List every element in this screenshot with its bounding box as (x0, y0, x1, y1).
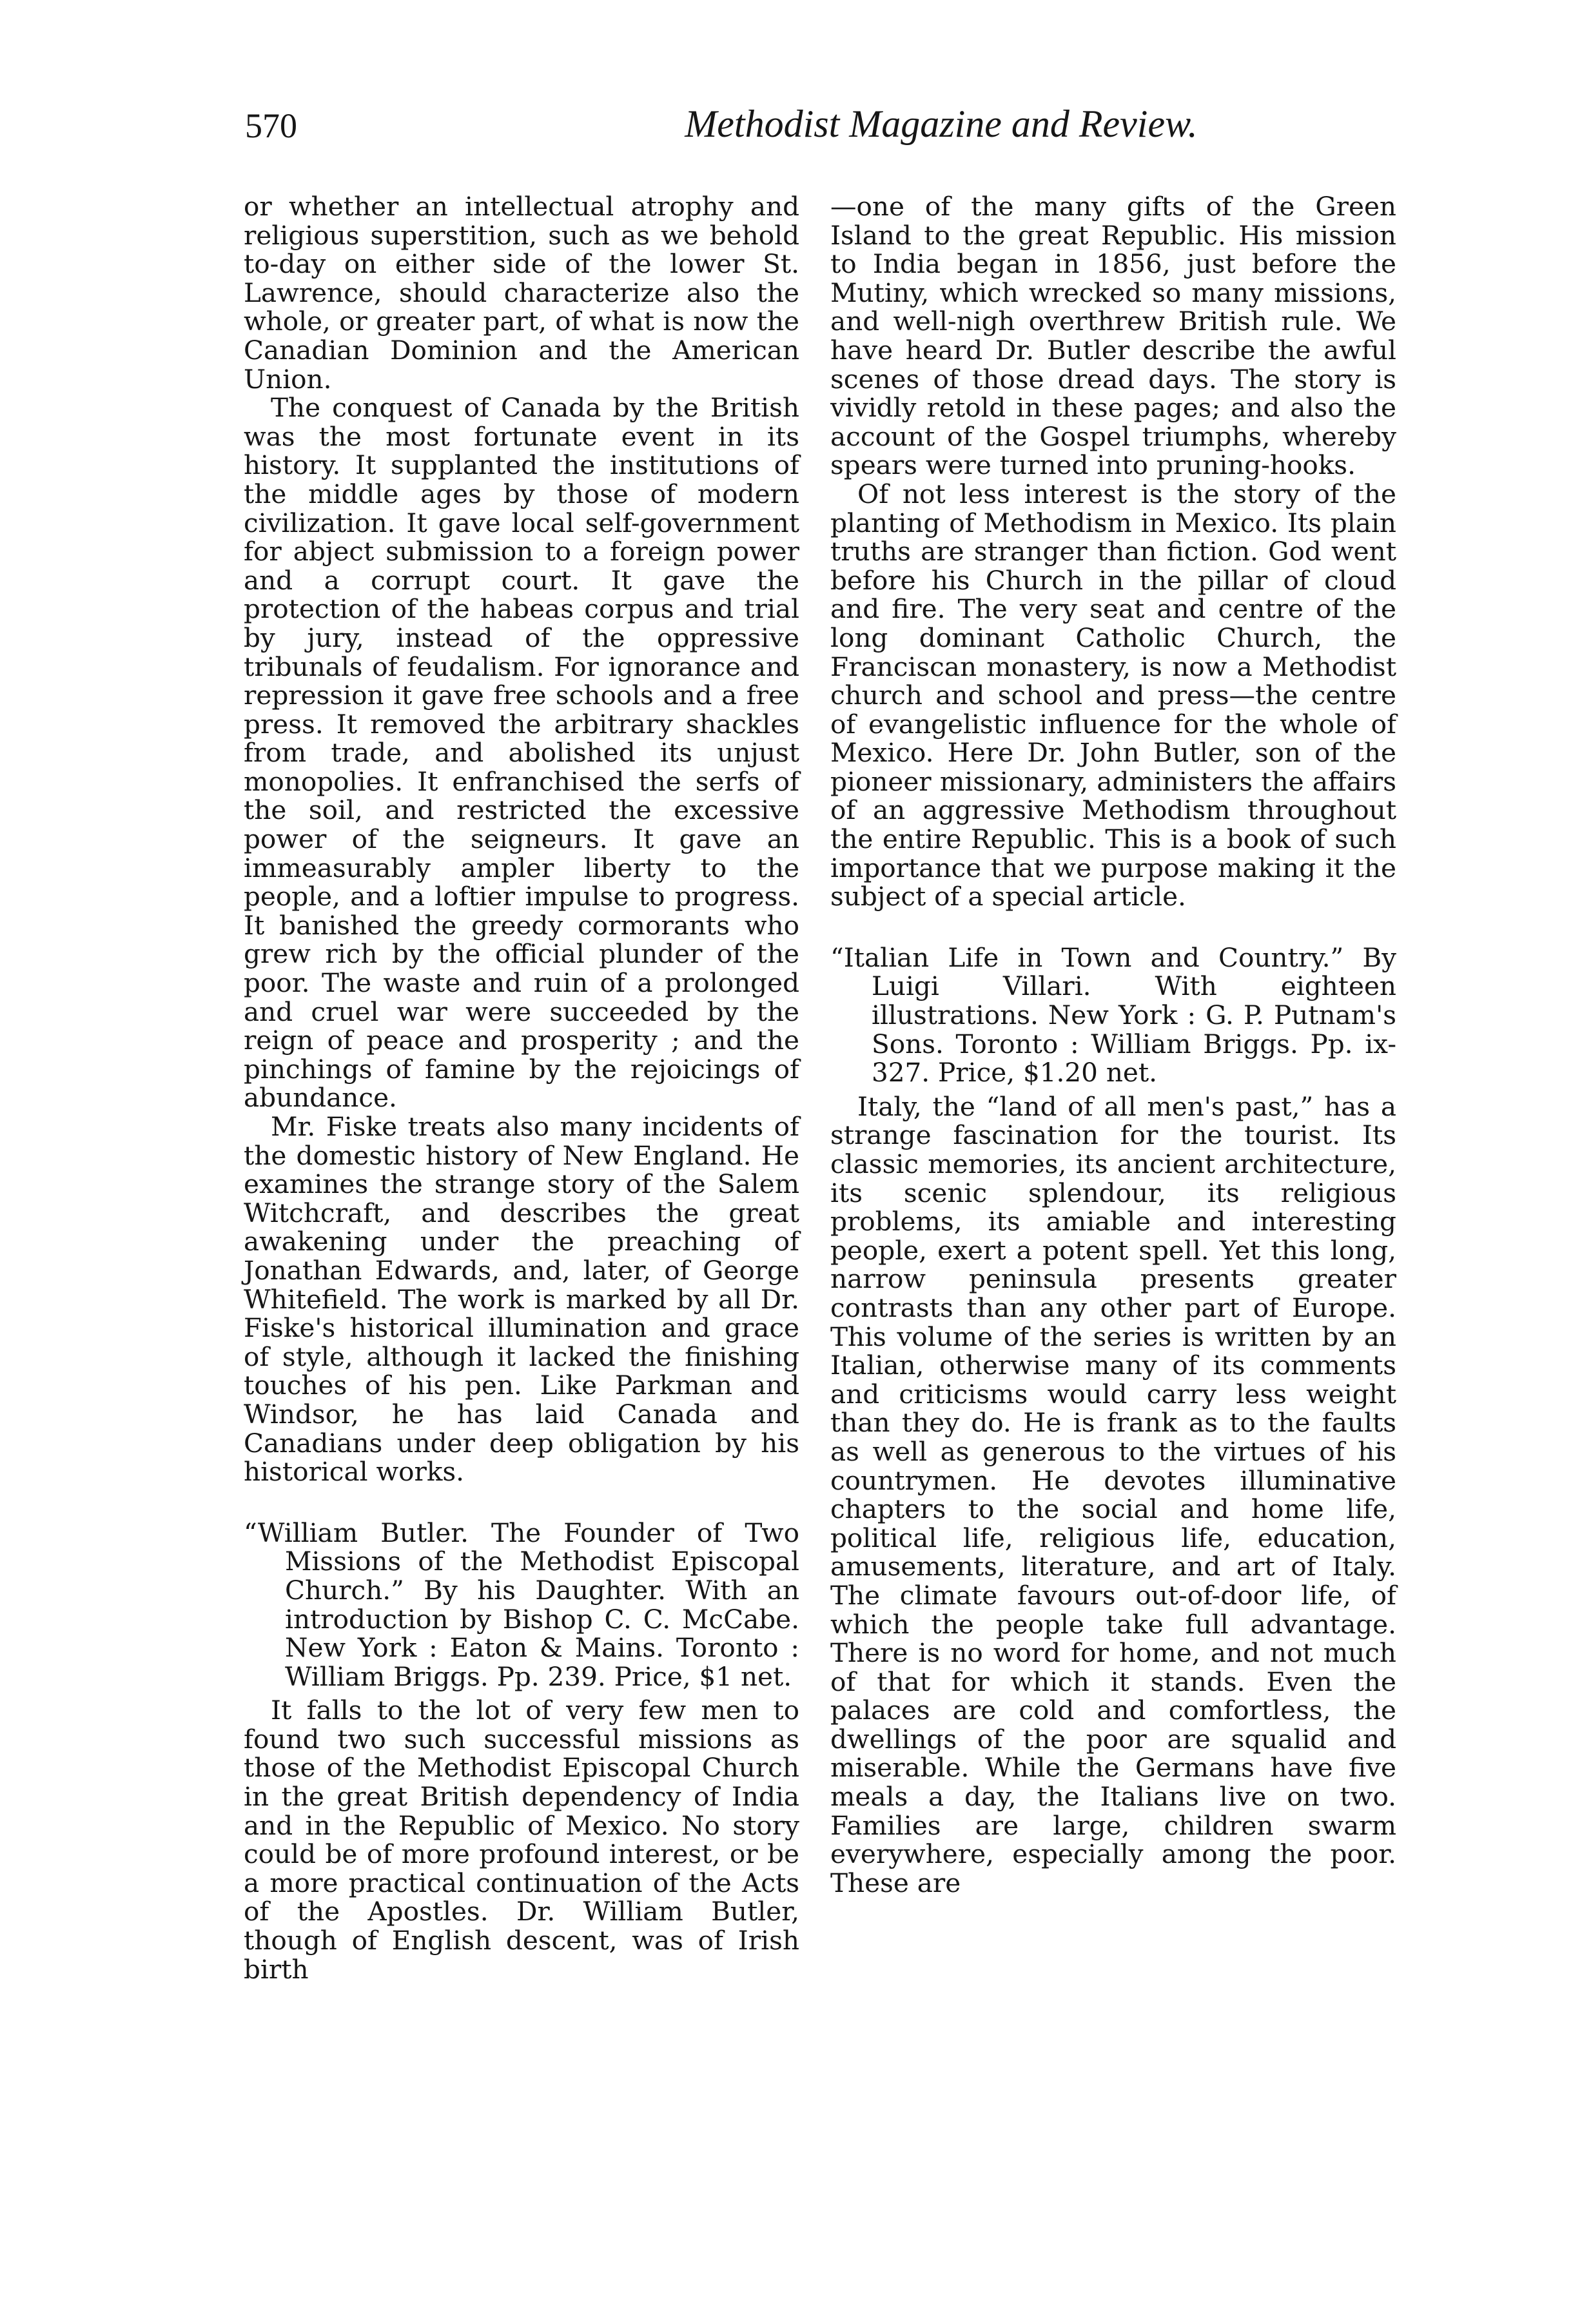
left-column (244, 192, 799, 1984)
book-entry: “Italian Life in Town and Country.” By Luigi Villari. With eighteen illustrations. New York : G. P. Putnam's Sons. Toronto : William Briggs. Pp. ix-327. Price, $1.20 net. (830, 941, 1396, 1088)
paragraph: Italy, the “land of all men's past,” has a strange fascination for the tourist. Its classic memories, its ancient architecture, its scenic splendour, its religious problems, its amiable and interesting people, exert a potent spell. Yet this long, narrow peninsula presents greater contrasts than any other part of Europe. This volume of the series is written by an Italian, otherwise many of its comments and criticisms would carry less weight than they do. He is frank as to the faults as well as generous to the virtues of his countrymen. He devotes illuminative chapters to the social and home life, political life, religious life, education, amusements, literature, and art of Italy. The climate favours out-of-door life, of which the people take full advantage. There is no word for home, and not much of that for which it stands. Even the palaces are cold and comfortless, the dwellings of the poor are squalid and miserable. While the Germans have five meals a day, the Italians live on two. Families are large, children swarm everywhere, especially among the poor. These are (830, 1090, 1396, 1898)
paragraph: Of not less interest is the story of the planting of Methodism in Mexico. Its plain truths are stranger than fiction. God went before his Church in the pillar of cloud and fire. The very seat and centre of the long dominant Catholic Church, the Franciscan monastery, is now a Methodist church and school and press—the centre of evangelistic influence for the whole of Mexico. Here Dr. John Butler, son of the pioneer missionary, administers the affairs of an aggressive Methodism throughout the entire Republic. This is a book of such importance that we purpose making it the subject of a special article. (830, 478, 1396, 912)
book-entry: “William Butler. The Founder of Two Missions of the Methodist Episcopal Church.” By his Daughter. With an introduction by Bishop C. C. McCabe. New York : Eaton & Mains. Toronto : William Briggs. Pp. 239. Price, $1 net. (244, 1517, 799, 1692)
page-number: 570 (245, 106, 297, 145)
paragraph: —one of the many gifts of the Green Island to the great Republic. His mission to India began in 1856, just before the Mutiny, which wrecked so many missions, and well-nigh overthrew British rule. We have heard Dr. Butler describe the awful scenes of those dread days. The story is vividly retold in these pages; and also the account of the Gospel triumphs, whereby spears were turned into pruning-hooks. (830, 191, 1396, 481)
paragraph: Mr. Fiske treats also many incidents of the domestic history of New England. He examines the strange story of the Salem Witchcraft, and describes the great awakening under the preaching of Jonathan Edwards, and, later, of George Whitefield. The work is marked by all Dr. Fiske's historical illumination and grace of style, although it lacked the finishing touches of his pen. Like Parkman and Windsor, he has laid Canada and Canadians under deep obligation by his historical works. (244, 1111, 799, 1488)
paragraph: It falls to the lot of very few men to found two such successful missions as those of the Methodist Episcopal Church in the great British dependency of India and in the Republic of Mexico. No story could be of more profound interest, or be a more practical continuation of the Acts of the Apostles. Dr. William Butler, though of English descent, was of Irish birth (244, 1695, 799, 1985)
page-header (245, 97, 1386, 155)
right-column (830, 192, 1396, 1897)
running-title: Methodist Magazine and Review. (685, 103, 1198, 145)
paragraph: or whether an intellectual atrophy and religious superstition, such as we behold to-day on either side of the lower St. Lawrence, should characterize also the whole, or greater part, of what is now the Canadian Dominion and the American Union. (244, 191, 799, 395)
paragraph: The conquest of Canada by the British was the most fortunate event in its history. It supplanted the institutions of the middle ages by those of modern civilization. It gave local self-government for abject submission to a foreign power and a corrupt court. It gave the protection of the habeas corpus and trial by jury, instead of the oppressive tribunals of feudalism. For ignorance and repression it gave free schools and a free press. It removed the arbitrary shackles from trade, and abolished its unjust monopolies. It enfranchised the serfs of the soil, and restricted the excessive power of the seigneurs. It gave an immeasurably ampler liberty to the people, and a loftier impulse to progress. It banished the greedy cormorants who grew rich by the official plunder of the poor. The waste and ruin of a prolonged and cruel war were succeeded by the reign of peace and prosperity ; and the pinchings of famine by the rejoicings of abundance. (244, 392, 799, 1114)
